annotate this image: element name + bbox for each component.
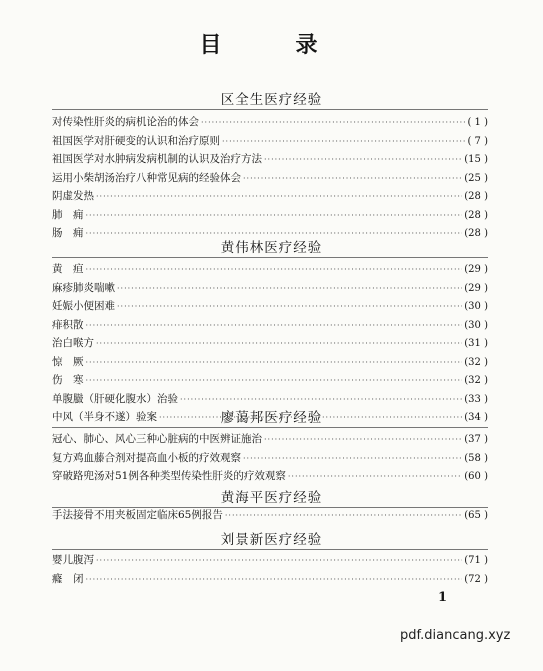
leader-dots [86,265,463,274]
entry-title: 祖国医学对肝硬变的认识和治疗原则 [52,134,220,147]
section-divider [52,257,488,258]
toc-entry[interactable] [52,571,488,590]
entry-title: 惊 厥 [52,355,84,368]
entry-page: (37 ) [464,434,488,445]
entry-page: (28 ) [464,191,488,202]
toc-entry[interactable] [52,133,488,152]
entry-page: (58 ) [464,452,488,464]
entry-title: 肺 痈 [52,208,84,221]
entry-page: (30 ) [464,301,488,312]
leader-dots [96,339,462,348]
section-entries [52,431,488,487]
entry-title: 麻疹肺炎喘嗽 [52,281,115,294]
entry-page: (65 ) [464,510,488,521]
watermark-text: pdf.diancang.xyz [400,628,511,643]
section-entries [52,507,488,526]
entry-title: 痱积散 [52,318,84,331]
entry-page: (28 ) [464,209,488,221]
section-entries [52,552,488,589]
toc-entry[interactable] [52,114,488,133]
entry-title: 对传染性肝炎的病机论治的体会 [52,116,199,128]
entry-page: (29 ) [464,264,488,275]
entry-title: 黄 疸 [52,263,84,275]
entry-title: 祖国医学对水肿病发病机制的认识及治疗方法 [52,153,262,165]
toc-entry[interactable] [52,170,488,189]
section-heading: 黄海平医疗经验 [220,490,323,506]
leader-dots [86,376,463,385]
entry-title: 妊娠小便困难 [52,300,115,312]
entry-title: 婴儿腹泻 [52,554,94,566]
leader-dots [86,575,463,584]
leader-dots [117,302,462,311]
entry-title: 冠心、肺心、风心三种心脏病的中医辨证施治 [52,433,262,445]
section-divider [52,549,488,550]
leader-dots [86,211,463,220]
toc-entry[interactable] [52,207,488,226]
leader-dots [222,137,465,146]
section-heading: 区全生医疗经验 [220,92,323,108]
entry-page: (32 ) [464,356,488,368]
leader-dots [96,192,462,201]
entry-page: (29 ) [464,282,488,294]
entry-page: (32 ) [464,375,488,386]
leader-dots [201,118,465,127]
entry-title: 伤 寒 [52,374,84,386]
section-heading: 黄伟林医疗经验 [220,240,323,256]
toc-entry[interactable] [52,151,488,170]
entry-title: 穿破路兜汤对51例各种类型传染性肝炎的疗效观察 [52,470,286,482]
entry-title: 运用小柴胡汤治疗八种常见病的经验体会 [52,171,241,184]
entry-page: ( 7 ) [467,135,488,147]
entry-page: (72 ) [464,573,488,585]
section-entries [52,114,488,244]
entry-title: 中风（半身不遂）验案 [52,411,157,423]
entry-page: (15 ) [464,154,488,165]
toc-entry[interactable] [52,552,488,571]
entry-page: (28 ) [464,228,488,239]
page-title: 目 录 [199,33,344,58]
leader-dots [86,321,463,330]
section-heading: 廖蔼邦医疗经验 [220,410,323,426]
entry-page: (33 ) [464,393,488,405]
section-divider [52,427,488,428]
section-entries [52,261,488,428]
leader-dots [264,155,462,164]
toc-entry[interactable] [52,335,488,354]
leader-dots [96,556,462,565]
entry-title: 阴虚发热 [52,190,94,202]
leader-dots [264,435,462,444]
leader-dots [86,358,463,367]
entry-title: 单腹臌（肝硬化腹水）治验 [52,392,178,405]
leader-dots [288,472,462,481]
toc-entry[interactable] [52,280,488,299]
entry-page: (31 ) [464,338,488,349]
toc-entry[interactable] [52,372,488,391]
toc-entry[interactable] [52,261,488,280]
toc-entry[interactable] [52,188,488,207]
leader-dots [243,454,462,463]
leader-dots [225,511,462,520]
entry-page: (60 ) [464,471,488,482]
entry-page: (25 ) [464,172,488,184]
section-divider [52,109,488,110]
entry-title: 肠 痈 [52,227,84,239]
toc-entry[interactable] [52,317,488,336]
leader-dots [243,174,462,183]
entry-title: 手法接骨不用夹板固定临床65例报告 [52,509,223,521]
entry-page: ( 1 ) [467,117,488,128]
leader-dots [117,284,462,293]
entry-page: (34 ) [464,412,488,423]
entry-page: (30 ) [464,319,488,331]
toc-entry[interactable] [52,354,488,373]
page-number: 1 [438,590,448,605]
entry-title: 复方鸡血藤合剂对提高血小板的疗效观察 [52,451,241,464]
section-heading: 刘景新医疗经验 [220,532,323,548]
entry-title: 治白喉方 [52,337,94,349]
toc-entry[interactable] [52,450,488,469]
entry-page: (71 ) [464,555,488,566]
toc-entry[interactable] [52,468,488,487]
entry-title: 癃 闭 [52,572,84,585]
toc-entry[interactable] [52,507,488,526]
leader-dots [180,395,462,404]
toc-entry[interactable] [52,431,488,450]
toc-entry[interactable] [52,298,488,317]
